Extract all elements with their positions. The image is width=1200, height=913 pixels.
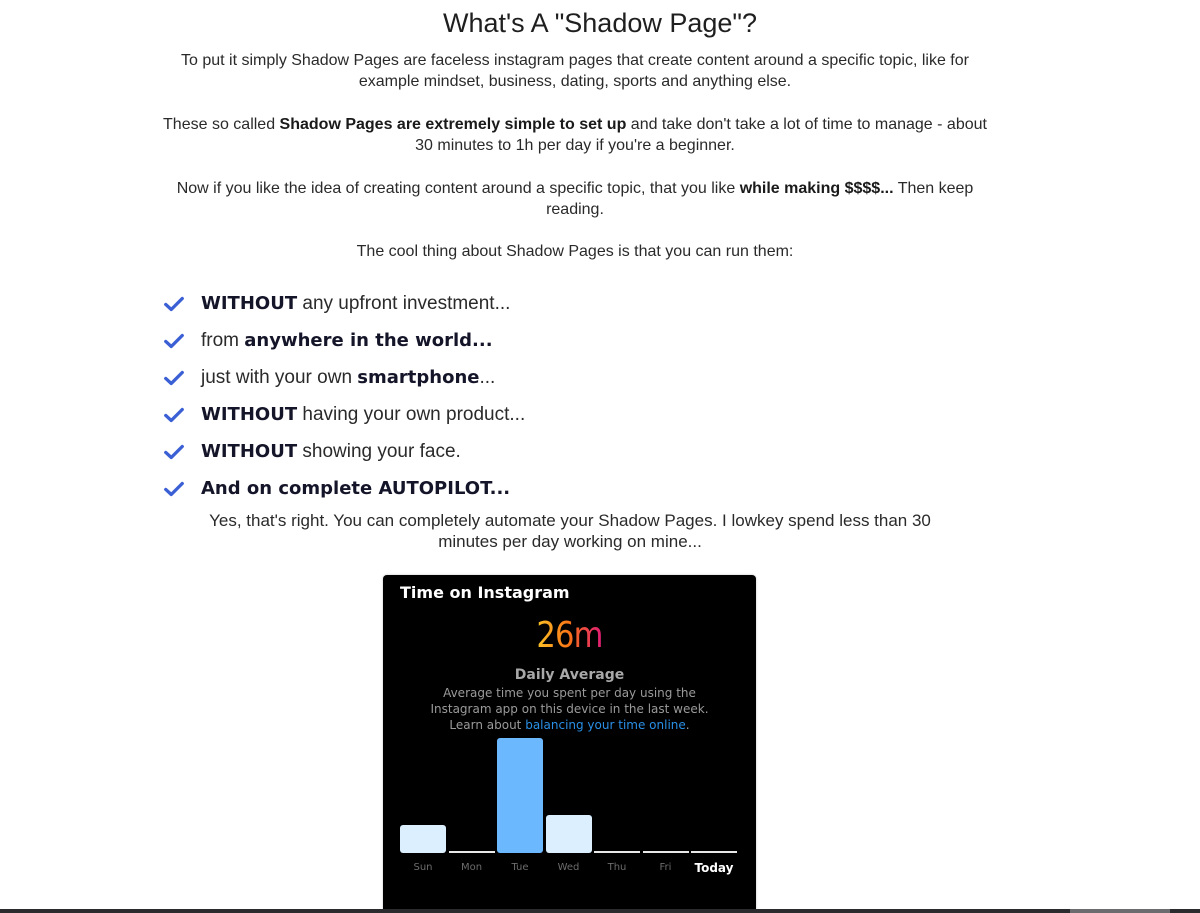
checklist-text (201, 367, 495, 389)
text: smartphone (357, 366, 480, 388)
bar-fill (691, 851, 737, 853)
bold-text: while making $$$$... (739, 180, 894, 197)
text: Learn about (449, 718, 526, 732)
text: showing your face. (297, 440, 461, 462)
day-label: Mon (460, 862, 483, 873)
bar-fill (594, 851, 640, 853)
daily-average-value: 26m (411, 615, 728, 656)
checkmark-icon (163, 478, 185, 500)
text: WITHOUT (201, 403, 298, 425)
text: anywhere in the world... (244, 329, 493, 351)
checklist-text (201, 404, 525, 426)
checklist-item (160, 359, 525, 396)
balancing-time-link[interactable]: balancing your time online (525, 718, 686, 732)
text: any upfront investment... (297, 292, 511, 314)
daily-average-label: Daily Average (514, 667, 625, 683)
learn-line (383, 717, 756, 733)
checklist-item (160, 285, 525, 322)
day-label: Today (694, 861, 734, 875)
cool-thing-paragraph: The cool thing about Shadow Pages is that you can run them: (356, 243, 794, 260)
checklist-text (201, 330, 493, 352)
text: just with your own (201, 366, 358, 388)
checklist-item (160, 396, 525, 433)
text: and take don't take a lot of time to manage - about 30 minutes to 1h per day if you're a beginner. (415, 116, 987, 154)
bar-fill (546, 815, 592, 853)
text: ... (479, 366, 496, 388)
automate-paragraph: Yes, that's right. You can completely automate your Shadow Pages. I lowkey spend less than 30 minutes per day working on mine... (209, 511, 931, 551)
checkmark-icon (163, 330, 185, 352)
text: from (201, 329, 245, 351)
intro-paragraph: To put it simply Shadow Pages are faceless instagram pages that create content around a specific topic, like for example mindset, business, dating, sports and anything else. (181, 52, 969, 90)
simple-setup-paragraph (160, 114, 990, 156)
checkmark-icon (163, 404, 185, 426)
day-label: Wed (557, 862, 580, 873)
checklist-item (160, 433, 525, 470)
description-line: Instagram app on this device in the last week. (430, 702, 709, 716)
text: Then keep reading. (546, 180, 974, 218)
text: These so called (163, 116, 280, 133)
checklist-text (201, 441, 461, 463)
text: . (685, 718, 690, 732)
weekly-usage-chart (400, 745, 740, 883)
instagram-time-card (383, 575, 756, 913)
card-title: Time on Instagram (400, 583, 570, 602)
horizontal-scrollbar-thumb[interactable] (1070, 909, 1170, 913)
keep-reading-paragraph (155, 178, 995, 220)
benefits-checklist (160, 285, 525, 507)
card-description (383, 685, 756, 733)
bar-fill (497, 738, 543, 853)
text: having your own product... (297, 403, 526, 425)
description-line: Average time you spent per day using the (443, 686, 696, 700)
page-title: What's A "Shadow Page"? (442, 8, 758, 38)
day-label: Sun (413, 862, 433, 873)
checkmark-icon (163, 293, 185, 315)
text: Now if you like the idea of creating content around a specific topic, that you like (176, 180, 740, 197)
checklist-text (201, 293, 510, 315)
checklist-text (201, 478, 510, 500)
text: WITHOUT (201, 292, 298, 314)
checklist-item (160, 470, 525, 507)
bold-text: Shadow Pages are extremely simple to set up (279, 116, 627, 133)
checkmark-icon (163, 441, 185, 463)
bar-fill (643, 851, 689, 853)
checklist-item (160, 322, 525, 359)
bar-fill (449, 851, 495, 853)
day-label: Fri (659, 862, 672, 873)
horizontal-scrollbar-track[interactable] (0, 909, 1200, 913)
text: WITHOUT (201, 440, 298, 462)
day-label: Tue (511, 862, 529, 873)
checkmark-icon (163, 367, 185, 389)
text: And on complete AUTOPILOT... (201, 477, 511, 499)
day-label: Thu (607, 862, 627, 873)
bar-fill (400, 825, 446, 853)
